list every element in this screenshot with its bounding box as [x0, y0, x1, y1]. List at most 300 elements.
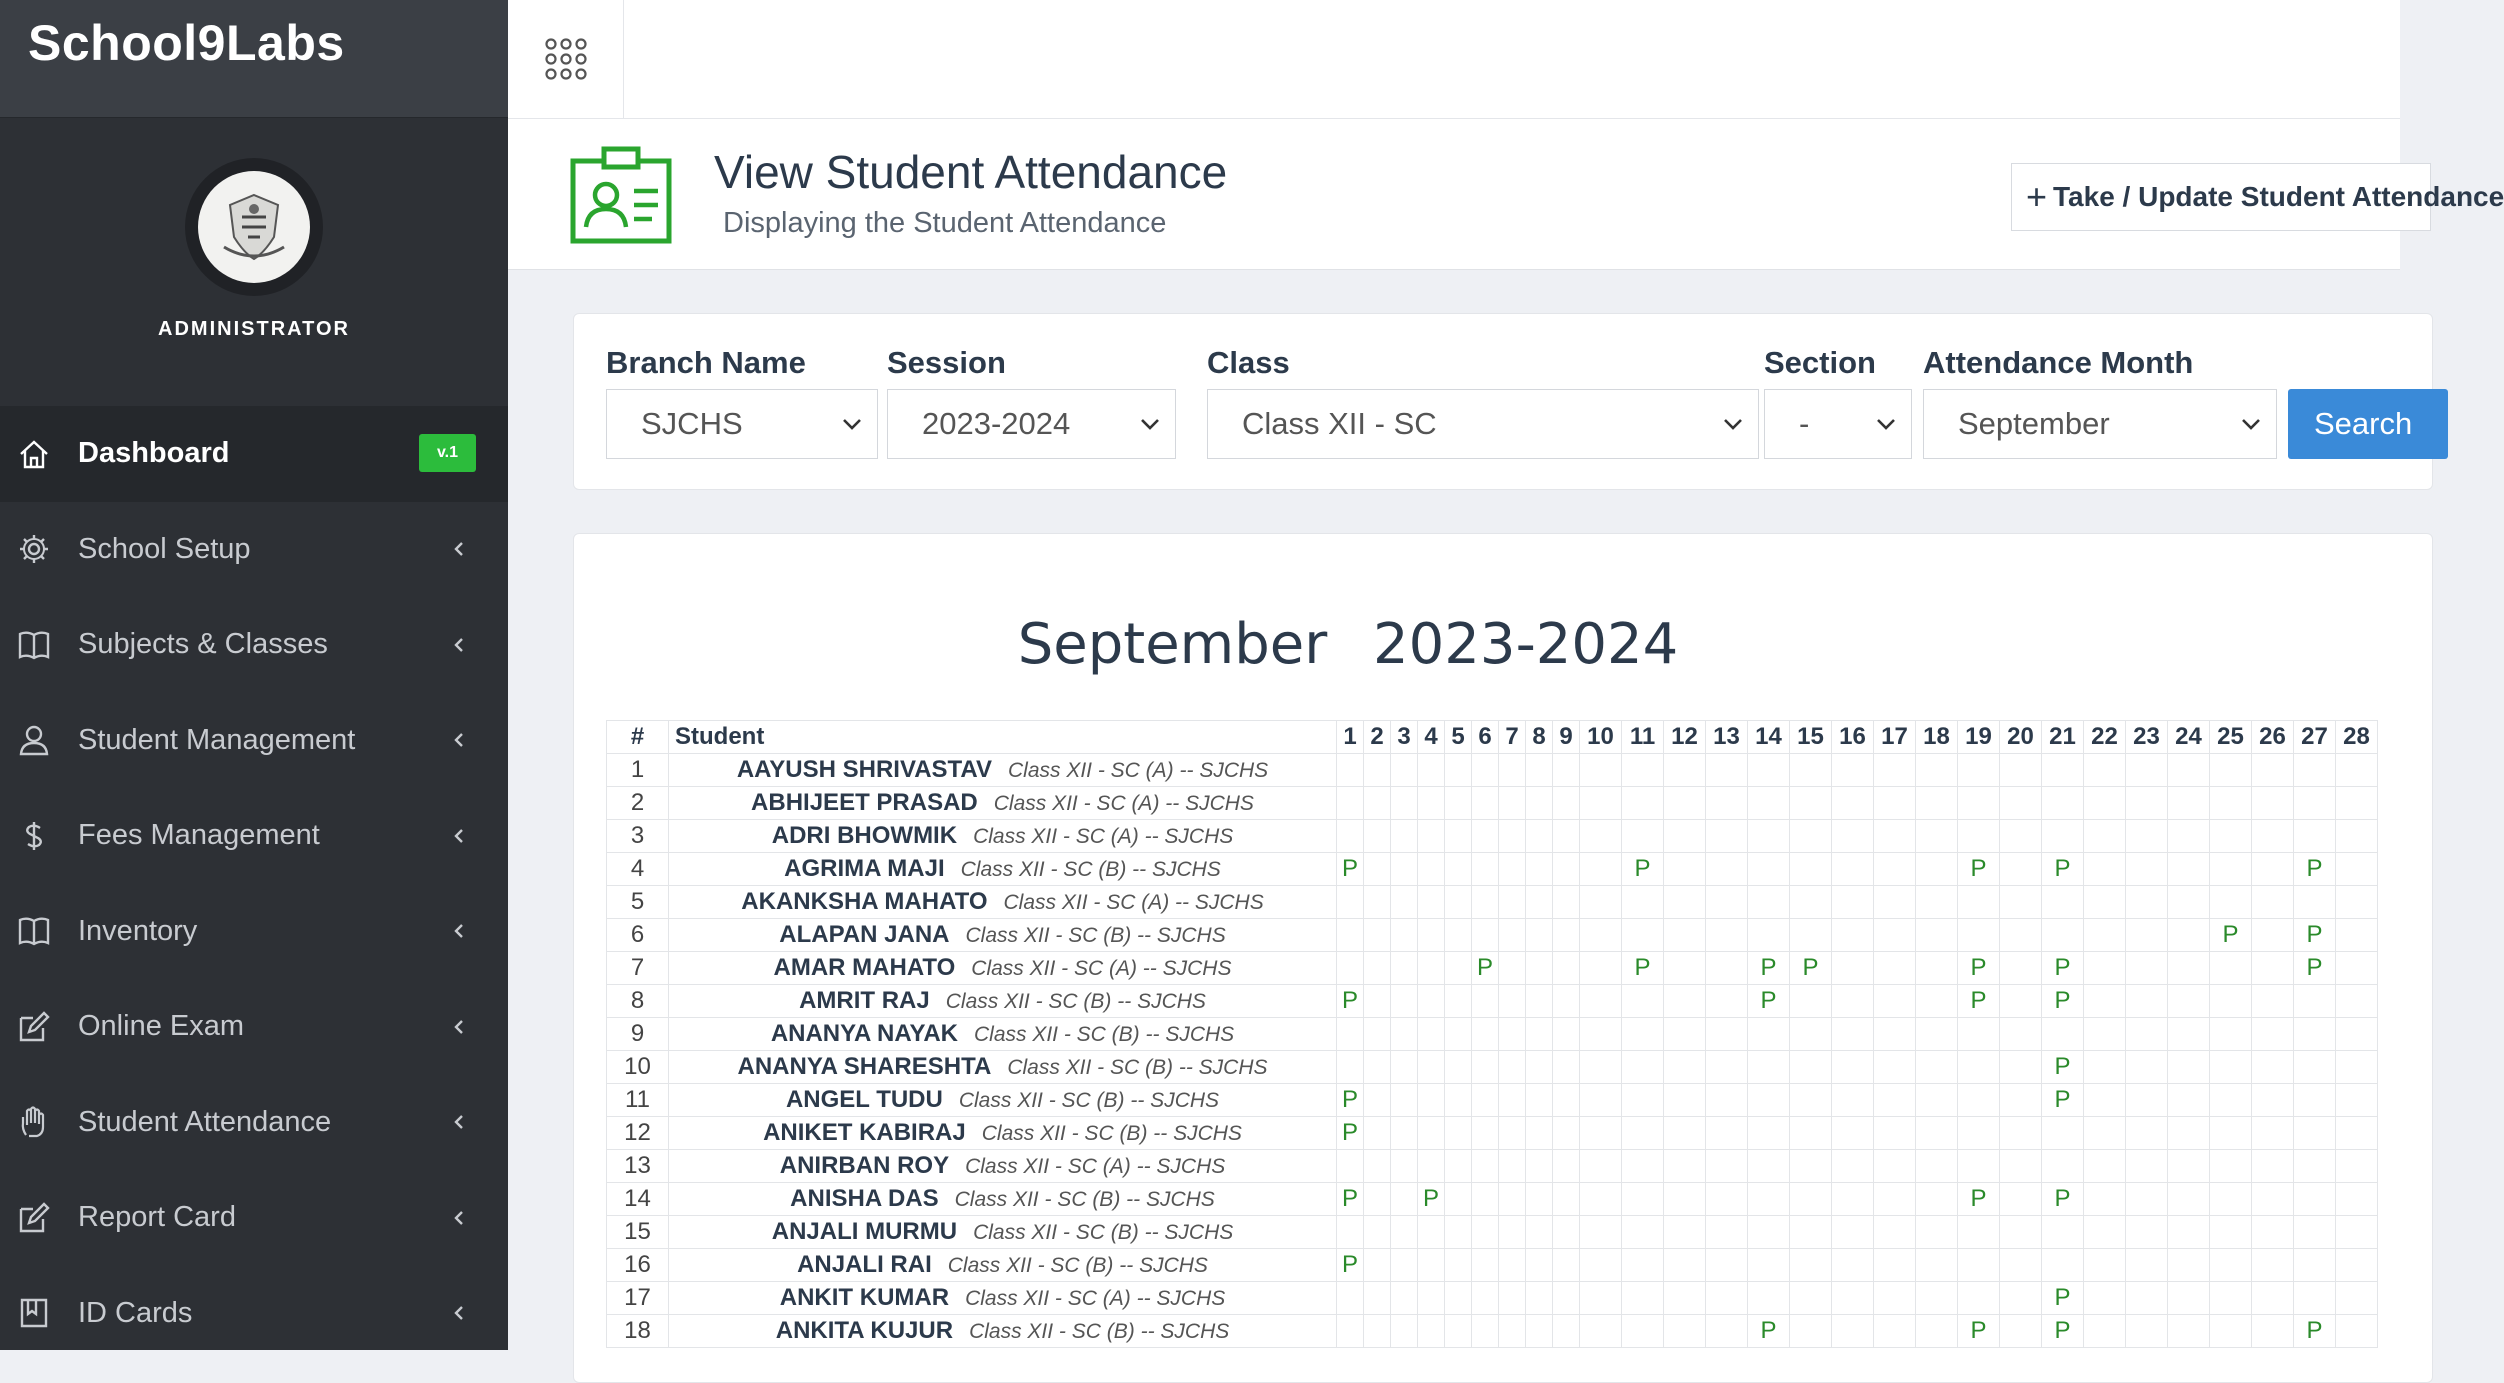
attendance-cell [1553, 853, 1580, 886]
chevron-left-icon[interactable] [450, 1304, 468, 1322]
present-mark: P [1748, 985, 1790, 1018]
attendance-cell [1364, 1249, 1391, 1282]
attendance-cell [1553, 1183, 1580, 1216]
attendance-cell [1499, 820, 1526, 853]
attendance-cell [1958, 1018, 2000, 1051]
day-header: 11 [1622, 721, 1664, 754]
attendance-cell [1364, 1018, 1391, 1051]
attendance-cell [2252, 886, 2294, 919]
student-name[interactable]: AKANKSHA MAHATO [741, 888, 988, 915]
attendance-cell [1445, 1084, 1472, 1117]
attendance-cell [2084, 1183, 2126, 1216]
attendance-cell [1706, 985, 1748, 1018]
attendance-cell [1391, 1282, 1418, 1315]
student-name[interactable]: ADRI BHOWMIK [771, 822, 958, 849]
table-row [607, 1282, 2378, 1315]
attendance-cell [2084, 787, 2126, 820]
table-row [607, 1249, 2378, 1282]
chevron-left-icon[interactable] [450, 540, 468, 558]
student-class: Class XII - SC (B) -- SJCHS [958, 1089, 1220, 1112]
attendance-cell [2168, 1183, 2210, 1216]
student-cell [669, 886, 1337, 919]
attendance-cell [1748, 919, 1790, 952]
attendance-cell [2294, 787, 2336, 820]
user-icon [14, 720, 54, 760]
attendance-cell [1553, 787, 1580, 820]
attendance-cell [1364, 754, 1391, 787]
attendance-cell [1337, 1216, 1364, 1249]
attendance-cell [1958, 1117, 2000, 1150]
dollar-icon [14, 816, 54, 856]
attendance-cell [1664, 1249, 1706, 1282]
student-name[interactable]: AMRIT RAJ [799, 987, 930, 1014]
student-name[interactable]: ANANYA SHARESHTA [737, 1053, 992, 1080]
day-header: 5 [1445, 721, 1472, 754]
attendance-cell [1391, 1051, 1418, 1084]
day-header: 12 [1664, 721, 1706, 754]
attendance-cell [2336, 1018, 2378, 1051]
attendance-cell [2252, 1315, 2294, 1348]
chevron-left-icon[interactable] [450, 922, 468, 940]
sidebar-item-label: Dashboard [78, 437, 230, 470]
attendance-cell [1499, 1183, 1526, 1216]
plus-icon: + [2026, 176, 2048, 217]
student-name[interactable]: ABHIJEET PRASAD [751, 789, 978, 816]
attendance-cell [1664, 1183, 1706, 1216]
take-update-attendance-button[interactable] [2011, 163, 2504, 231]
attendance-cell [1364, 1051, 1391, 1084]
attendance-cell [2252, 1150, 2294, 1183]
attendance-cell [1499, 1117, 1526, 1150]
attendance-cell [1916, 853, 1958, 886]
chevron-down-icon [1875, 413, 1897, 435]
attendance-cell [1748, 754, 1790, 787]
attendance-cell [2000, 1282, 2042, 1315]
attendance-cell [1445, 1150, 1472, 1183]
attendance-cell [2126, 1183, 2168, 1216]
present-mark: P [2042, 985, 2084, 1018]
attendance-cell [1748, 1216, 1790, 1249]
present-mark: P [2042, 952, 2084, 985]
student-name[interactable]: ANKIT KUMAR [779, 1284, 950, 1311]
attendance-cell [1580, 1018, 1622, 1051]
book-icon [14, 625, 54, 665]
attendance-cell [2084, 952, 2126, 985]
row-index: 5 [607, 886, 669, 919]
attendance-cell [1748, 853, 1790, 886]
row-index: 4 [607, 853, 669, 886]
brand-logo-text[interactable]: School9Labs [28, 15, 345, 71]
student-name[interactable]: AMAR MAHATO [773, 954, 956, 981]
attendance-cell [2126, 1249, 2168, 1282]
attendance-cell [1553, 886, 1580, 919]
table-row [607, 1315, 2378, 1348]
attendance-cell [2126, 1018, 2168, 1051]
chevron-down-icon [1722, 413, 1744, 435]
sidebar-item-inventory[interactable] [0, 884, 508, 980]
attendance-cell [1553, 1249, 1580, 1282]
attendance-cell [1418, 754, 1445, 787]
attendance-cell [1748, 1249, 1790, 1282]
page-subtitle: Displaying the Student Attendance [723, 207, 1167, 239]
attendance-cell [2126, 853, 2168, 886]
attendance-cell [1916, 1216, 1958, 1249]
attendance-cell [1706, 1018, 1748, 1051]
attendance-cell [2168, 1315, 2210, 1348]
table-row [607, 853, 2378, 886]
student-name[interactable]: ANANYA NAYAK [770, 1020, 958, 1047]
student-name[interactable]: ANJALI RAI [797, 1251, 932, 1278]
class-value: Class XII - SC [1242, 406, 1437, 441]
student-class: Class XII - SC (A) -- SJCHS [973, 825, 1234, 848]
student-name[interactable]: ANKITA KUJUR [775, 1317, 954, 1344]
month-select[interactable] [1923, 389, 2277, 459]
attendance-cell [1472, 886, 1499, 919]
attendance-cell [1580, 985, 1622, 1018]
branch-value: SJCHS [641, 406, 743, 441]
attendance-cell [2084, 853, 2126, 886]
attendance-cell [1391, 1117, 1418, 1150]
attendance-cell [2000, 1084, 2042, 1117]
attendance-cell [1364, 1084, 1391, 1117]
attendance-cell [2336, 787, 2378, 820]
attendance-cell [1418, 985, 1445, 1018]
day-header: 9 [1553, 721, 1580, 754]
attendance-cell [2252, 1249, 2294, 1282]
attendance-cell [1664, 985, 1706, 1018]
table-row [607, 754, 2378, 787]
attendance-cell [1472, 1150, 1499, 1183]
day-header: 6 [1472, 721, 1499, 754]
brand-bar [0, 0, 508, 118]
report-session: 2023-2024 [1373, 612, 1679, 677]
attendance-cell [2168, 787, 2210, 820]
index-header: # [607, 721, 669, 754]
attendance-cell [2210, 1084, 2252, 1117]
attendance-cell [2210, 1315, 2252, 1348]
row-index: 11 [607, 1084, 669, 1117]
attendance-cell [1580, 754, 1622, 787]
attendance-cell [2336, 1249, 2378, 1282]
session-filter [887, 345, 1176, 459]
sidebar-item-subjects-classes[interactable] [0, 597, 508, 693]
attendance-cell [1832, 1084, 1874, 1117]
student-name[interactable]: ANJALI MURMU [771, 1218, 958, 1245]
sidebar-item-fees-management[interactable] [0, 788, 508, 884]
attendance-cell [1472, 820, 1499, 853]
search-button[interactable]: Search [2288, 389, 2448, 459]
top-bar [508, 0, 2400, 119]
present-mark: P [1337, 985, 1364, 1018]
attendance-cell [1526, 1117, 1553, 1150]
attendance-cell [2168, 1051, 2210, 1084]
present-mark: P [1337, 1183, 1364, 1216]
student-class: Class XII - SC (B) -- SJCHS [954, 1188, 1215, 1211]
chevron-left-icon[interactable] [450, 827, 468, 845]
attendance-cell [1337, 886, 1364, 919]
student-name[interactable]: ANGEL TUDU [785, 1086, 943, 1113]
attendance-cell [1445, 1216, 1472, 1249]
attendance-card [573, 533, 2433, 1383]
attendance-cell [2084, 1282, 2126, 1315]
sidebar-item-school-setup[interactable] [0, 502, 508, 598]
attendance-cell [1553, 919, 1580, 952]
attendance-cell [2126, 1315, 2168, 1348]
session-select[interactable] [887, 389, 1176, 459]
sidebar-item-id-cards[interactable] [0, 1266, 508, 1362]
attendance-cell [1958, 1249, 2000, 1282]
attendance-cell [1622, 1249, 1664, 1282]
attendance-cell [1790, 886, 1832, 919]
attendance-cell [1664, 787, 1706, 820]
attendance-cell [1790, 1216, 1832, 1249]
attendance-cell [1391, 853, 1418, 886]
table-row [607, 1183, 2378, 1216]
attendance-cell [1790, 919, 1832, 952]
chevron-left-icon[interactable] [450, 1209, 468, 1227]
avatar[interactable] [185, 158, 323, 296]
attendance-cell [1472, 1117, 1499, 1150]
attendance-cell [1916, 787, 1958, 820]
attendance-cell [1553, 1282, 1580, 1315]
attendance-cell [1832, 1249, 1874, 1282]
present-mark: P [2042, 1084, 2084, 1117]
report-heading [574, 612, 2122, 677]
attendance-cell [2336, 1150, 2378, 1183]
present-mark: P [1958, 1315, 2000, 1348]
attendance-cell [2126, 1117, 2168, 1150]
attendance-cell [1622, 886, 1664, 919]
attendance-cell [1445, 1249, 1472, 1282]
attendance-cell [1499, 1249, 1526, 1282]
chevron-left-icon[interactable] [450, 1018, 468, 1036]
student-class: Class XII - SC (A) -- SJCHS [993, 792, 1254, 815]
attendance-cell [1874, 1084, 1916, 1117]
day-header: 7 [1499, 721, 1526, 754]
attendance-cell [1748, 886, 1790, 919]
attendance-cell [1364, 1216, 1391, 1249]
row-index: 15 [607, 1216, 669, 1249]
present-mark: P [2294, 952, 2336, 985]
attendance-cell [2000, 820, 2042, 853]
attendance-cell [1526, 919, 1553, 952]
student-class: Class XII - SC (A) -- SJCHS [965, 1155, 1226, 1178]
book-icon [14, 911, 54, 951]
student-name[interactable]: ALAPAN JANA [779, 921, 950, 948]
student-name[interactable]: ANIRBAN ROY [779, 1152, 950, 1179]
hand-icon [14, 1102, 54, 1142]
attendance-cell [2042, 1249, 2084, 1282]
attendance-cell [1790, 1084, 1832, 1117]
attendance-cell [1874, 754, 1916, 787]
student-name[interactable]: AGRIMA MAJI [784, 855, 945, 882]
attendance-cell [1526, 1084, 1553, 1117]
attendance-cell [1622, 1183, 1664, 1216]
attendance-cell [2168, 1249, 2210, 1282]
attendance-cell [1364, 952, 1391, 985]
attendance-cell [1958, 1150, 2000, 1183]
month-filter [1923, 345, 2277, 459]
attendance-cell [2126, 820, 2168, 853]
sidebar-item-label: Inventory [78, 914, 198, 947]
branch-select[interactable] [606, 389, 878, 459]
attendance-cell [2210, 1051, 2252, 1084]
attendance-cell [1958, 820, 2000, 853]
row-index: 8 [607, 985, 669, 1018]
attendance-cell [1916, 820, 1958, 853]
chevron-left-icon[interactable] [450, 731, 468, 749]
attendance-cell [2336, 952, 2378, 985]
attendance-cell [2042, 1150, 2084, 1183]
attendance-cell [2252, 1282, 2294, 1315]
present-mark: P [1337, 1084, 1364, 1117]
student-name[interactable]: ANISHA DAS [790, 1185, 939, 1212]
attendance-cell [2252, 1051, 2294, 1084]
attendance-cell [2000, 919, 2042, 952]
day-header: 24 [2168, 721, 2210, 754]
attendance-cell [1748, 1282, 1790, 1315]
chevron-left-icon[interactable] [450, 1113, 468, 1131]
attendance-cell [1916, 952, 1958, 985]
section-value: - [1799, 406, 1810, 441]
attendance-cell [2252, 1018, 2294, 1051]
sidebar-item-report-card[interactable] [0, 1170, 508, 1266]
attendance-cell [1706, 820, 1748, 853]
attendance-cell [1526, 853, 1553, 886]
attendance-cell [1418, 1249, 1445, 1282]
attendance-cell [2210, 1018, 2252, 1051]
edit-icon [14, 1198, 54, 1238]
day-header: 1 [1337, 721, 1364, 754]
attendance-cell [2210, 952, 2252, 985]
attendance-cell [1472, 1216, 1499, 1249]
attendance-cell [2336, 1117, 2378, 1150]
student-cell [669, 754, 1337, 787]
sidebar-item-online-exam[interactable] [0, 979, 508, 1075]
attendance-cell [1391, 1216, 1418, 1249]
chevron-down-icon [1139, 413, 1161, 435]
attendance-cell [2000, 853, 2042, 886]
row-index: 9 [607, 1018, 669, 1051]
attendance-cell [1391, 985, 1418, 1018]
sidebar-item-student-management[interactable] [0, 693, 508, 789]
attendance-cell [1706, 1117, 1748, 1150]
student-class: Class XII - SC (A) -- SJCHS [1003, 891, 1264, 914]
attendance-cell [2000, 886, 2042, 919]
attendance-cell [1472, 1282, 1499, 1315]
table-row [607, 1216, 2378, 1249]
attendance-cell [2252, 1084, 2294, 1117]
student-name[interactable]: ANIKET KABIRAJ [763, 1119, 966, 1146]
sidebar-item-label: School Setup [78, 532, 251, 565]
attendance-cell [2336, 1051, 2378, 1084]
present-mark: P [1958, 952, 2000, 985]
attendance-cell [1664, 952, 1706, 985]
attendance-cell [1337, 1051, 1364, 1084]
sidebar-item-student-attendance[interactable] [0, 1075, 508, 1171]
attendance-cell [2042, 919, 2084, 952]
attendance-cell [2294, 1051, 2336, 1084]
attendance-cell [1418, 886, 1445, 919]
attendance-cell [2210, 886, 2252, 919]
student-cell [669, 1051, 1337, 1084]
school-crest-icon [198, 171, 310, 283]
apps-grid-button[interactable] [508, 0, 624, 118]
attendance-cell [1916, 1150, 1958, 1183]
attendance-cell [1526, 1051, 1553, 1084]
attendance-cell [1391, 1150, 1418, 1183]
branch-filter [606, 345, 878, 459]
attendance-cell [2336, 1282, 2378, 1315]
attendance-cell [1832, 754, 1874, 787]
attendance-cell [1337, 952, 1364, 985]
attendance-cell [1418, 952, 1445, 985]
attendance-cell [1874, 1051, 1916, 1084]
student-cell [669, 1183, 1337, 1216]
sidebar-nav [0, 406, 508, 1361]
section-select[interactable] [1764, 389, 1912, 459]
attendance-cell [1874, 886, 1916, 919]
chevron-down-icon [2240, 413, 2262, 435]
sidebar-item-dashboard[interactable] [0, 406, 508, 502]
attendance-cell [1664, 1216, 1706, 1249]
user-role: ADMINISTRATOR [158, 318, 350, 340]
report-month: September [1017, 612, 1328, 677]
attendance-cell [2126, 1150, 2168, 1183]
attendance-cell [1391, 952, 1418, 985]
attendance-cell [1622, 820, 1664, 853]
attendance-cell [2126, 754, 2168, 787]
row-index: 18 [607, 1315, 669, 1348]
attendance-cell [1526, 1216, 1553, 1249]
attendance-cell [1526, 820, 1553, 853]
attendance-cell [1472, 1051, 1499, 1084]
class-select[interactable] [1207, 389, 1759, 459]
attendance-cell [1748, 1117, 1790, 1150]
attendance-cell [1790, 1018, 1832, 1051]
chevron-left-icon[interactable] [450, 636, 468, 654]
attendance-cell [1916, 1315, 1958, 1348]
attendance-cell [2336, 1216, 2378, 1249]
student-name[interactable]: AAYUSH SHRIVASTAV [736, 756, 992, 783]
attendance-cell [1553, 952, 1580, 985]
page-title: View Student Attendance [714, 146, 1228, 198]
attendance-cell [2294, 1018, 2336, 1051]
attendance-cell [1790, 820, 1832, 853]
sidebar-item-label: Report Card [78, 1201, 236, 1234]
attendance-cell [2168, 853, 2210, 886]
attendance-cell [1364, 853, 1391, 886]
sidebar-item-label: ID Cards [78, 1296, 193, 1329]
attendance-cell [1553, 1315, 1580, 1348]
attendance-cell [1664, 754, 1706, 787]
table-row [607, 985, 2378, 1018]
attendance-cell [1706, 886, 1748, 919]
attendance-cell [1874, 1249, 1916, 1282]
student-cell [669, 853, 1337, 886]
attendance-cell [1553, 1084, 1580, 1117]
attendance-cell [1664, 886, 1706, 919]
attendance-cell [1622, 919, 1664, 952]
day-header: 25 [2210, 721, 2252, 754]
attendance-cell [2336, 820, 2378, 853]
attendance-cell [2084, 1117, 2126, 1150]
attendance-cell [1958, 787, 2000, 820]
student-cell [669, 1018, 1337, 1051]
attendance-cell [1748, 1150, 1790, 1183]
attendance-cell [1472, 985, 1499, 1018]
present-mark: P [1958, 985, 2000, 1018]
